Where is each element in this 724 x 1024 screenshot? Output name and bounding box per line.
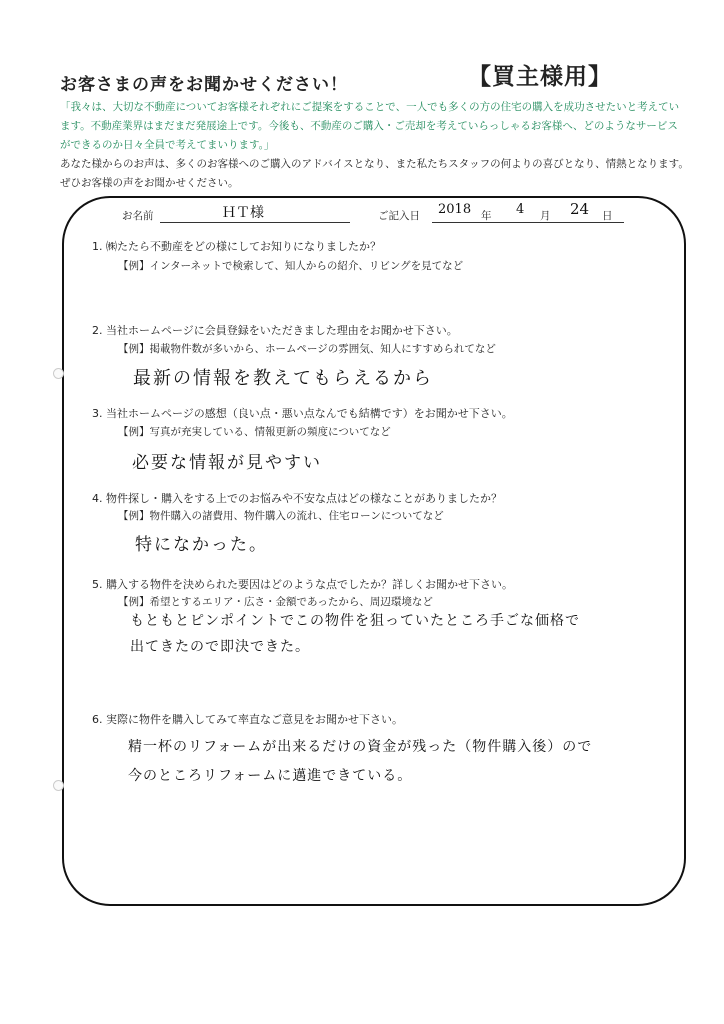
page-title: お客さまの声をお聞かせください！	[60, 75, 348, 95]
question-text: 実際に物件を購入してみて率直なご意見をお聞かせ下さい。	[106, 713, 403, 726]
name-value[interactable]: ＨＴ様	[222, 205, 264, 221]
answer-4[interactable]: 特になかった。	[135, 535, 268, 555]
example-4: 【例】物件購入の諸費用、物件購入の流れ、住宅ローンについてなど	[118, 510, 444, 522]
answer-3[interactable]: 必要な情報が見やすい	[132, 453, 322, 473]
date-underline	[432, 222, 624, 223]
question-number: 3.	[92, 407, 103, 420]
example-1: 【例】インターネットで検索して、知人からの紹介、リビングを見てなど	[118, 260, 464, 272]
question-number: 4.	[92, 492, 103, 505]
day-label: 日	[602, 210, 613, 222]
year-value[interactable]: 2018	[438, 202, 472, 217]
question-text: 当社ホームページの感想（良い点・悪い点なんでも結構です）をお聞かせ下さい。	[106, 407, 513, 420]
question-6	[92, 711, 403, 727]
question-number: 1.	[92, 240, 103, 253]
question-text: 当社ホームページに会員登録をいただきました理由をお聞かせ下さい。	[106, 324, 458, 337]
name-underline	[160, 222, 350, 223]
answer-5-line2[interactable]: 出てきたので即決できた。	[130, 639, 310, 655]
answer-2[interactable]: 最新の情報を教えてもらえるから	[133, 368, 433, 389]
punch-hole-top	[53, 368, 64, 379]
question-text: 物件探し・購入をする上でのお悩みや不安な点はどの様なことがありましたか？	[106, 492, 502, 505]
punch-hole-bottom	[53, 780, 64, 791]
example-2: 【例】掲載物件数が多いから、ホームページの雰囲気、知人にすすめられてなど	[118, 343, 496, 355]
question-3	[92, 405, 513, 421]
answer-5-line1[interactable]: もともとピンポイントでこの物件を狙っていたところ手ごな価格で	[130, 613, 580, 629]
date-label: ご記入日	[378, 210, 420, 222]
question-text: ㈱たたら不動産をどの様にしてお知りになりましたか？	[106, 240, 381, 253]
question-2	[92, 322, 458, 338]
question-5	[92, 576, 513, 592]
question-number: 6.	[92, 713, 103, 726]
buyer-label: 【買主様用】	[468, 64, 612, 90]
month-label: 月	[540, 210, 551, 222]
day-value[interactable]: 24	[570, 200, 590, 218]
year-label: 年	[481, 210, 492, 222]
intro-text: あなた様からのお声は、多くのお客様へのご購入のアドバイスとなり、また私たちスタッフの何よりの喜びとなり、情熱となります。ぜひお客様の声をお聞かせください。	[60, 158, 689, 189]
question-number: 5.	[92, 578, 103, 591]
question-1	[92, 238, 381, 254]
question-text: 購入する物件を決められた要因はどのような点でしたか？詳しくお聞かせ下さい。	[106, 578, 513, 591]
name-label: お名前	[122, 210, 154, 222]
answer-6-line2[interactable]: 今のところリフォームに邁進できている。	[128, 768, 413, 784]
example-5: 【例】希望とするエリア・広さ・金額であったから、周辺環境など	[118, 596, 433, 608]
question-number: 2.	[92, 324, 103, 337]
question-4	[92, 490, 502, 506]
intro-quote: 「我々は、大切な不動産についてお客様それぞれにご提案をすることで、一人でも多くの方の住宅の購入を成功させたいと考えています。不動産業界はまだまだ発展途上です。今後も、不動産のご購入・ご売却を考えていらっしゃるお客様へ、どのようなサービスができるのか日々全員で考えてまいります。」	[60, 101, 680, 151]
example-3: 【例】写真が充実している、情報更新の頻度についてなど	[118, 426, 391, 438]
month-value[interactable]: 4	[516, 202, 525, 217]
answer-6-line1[interactable]: 精一杯のリフォームが出来るだけの資金が残った（物件購入後）ので	[128, 739, 593, 755]
